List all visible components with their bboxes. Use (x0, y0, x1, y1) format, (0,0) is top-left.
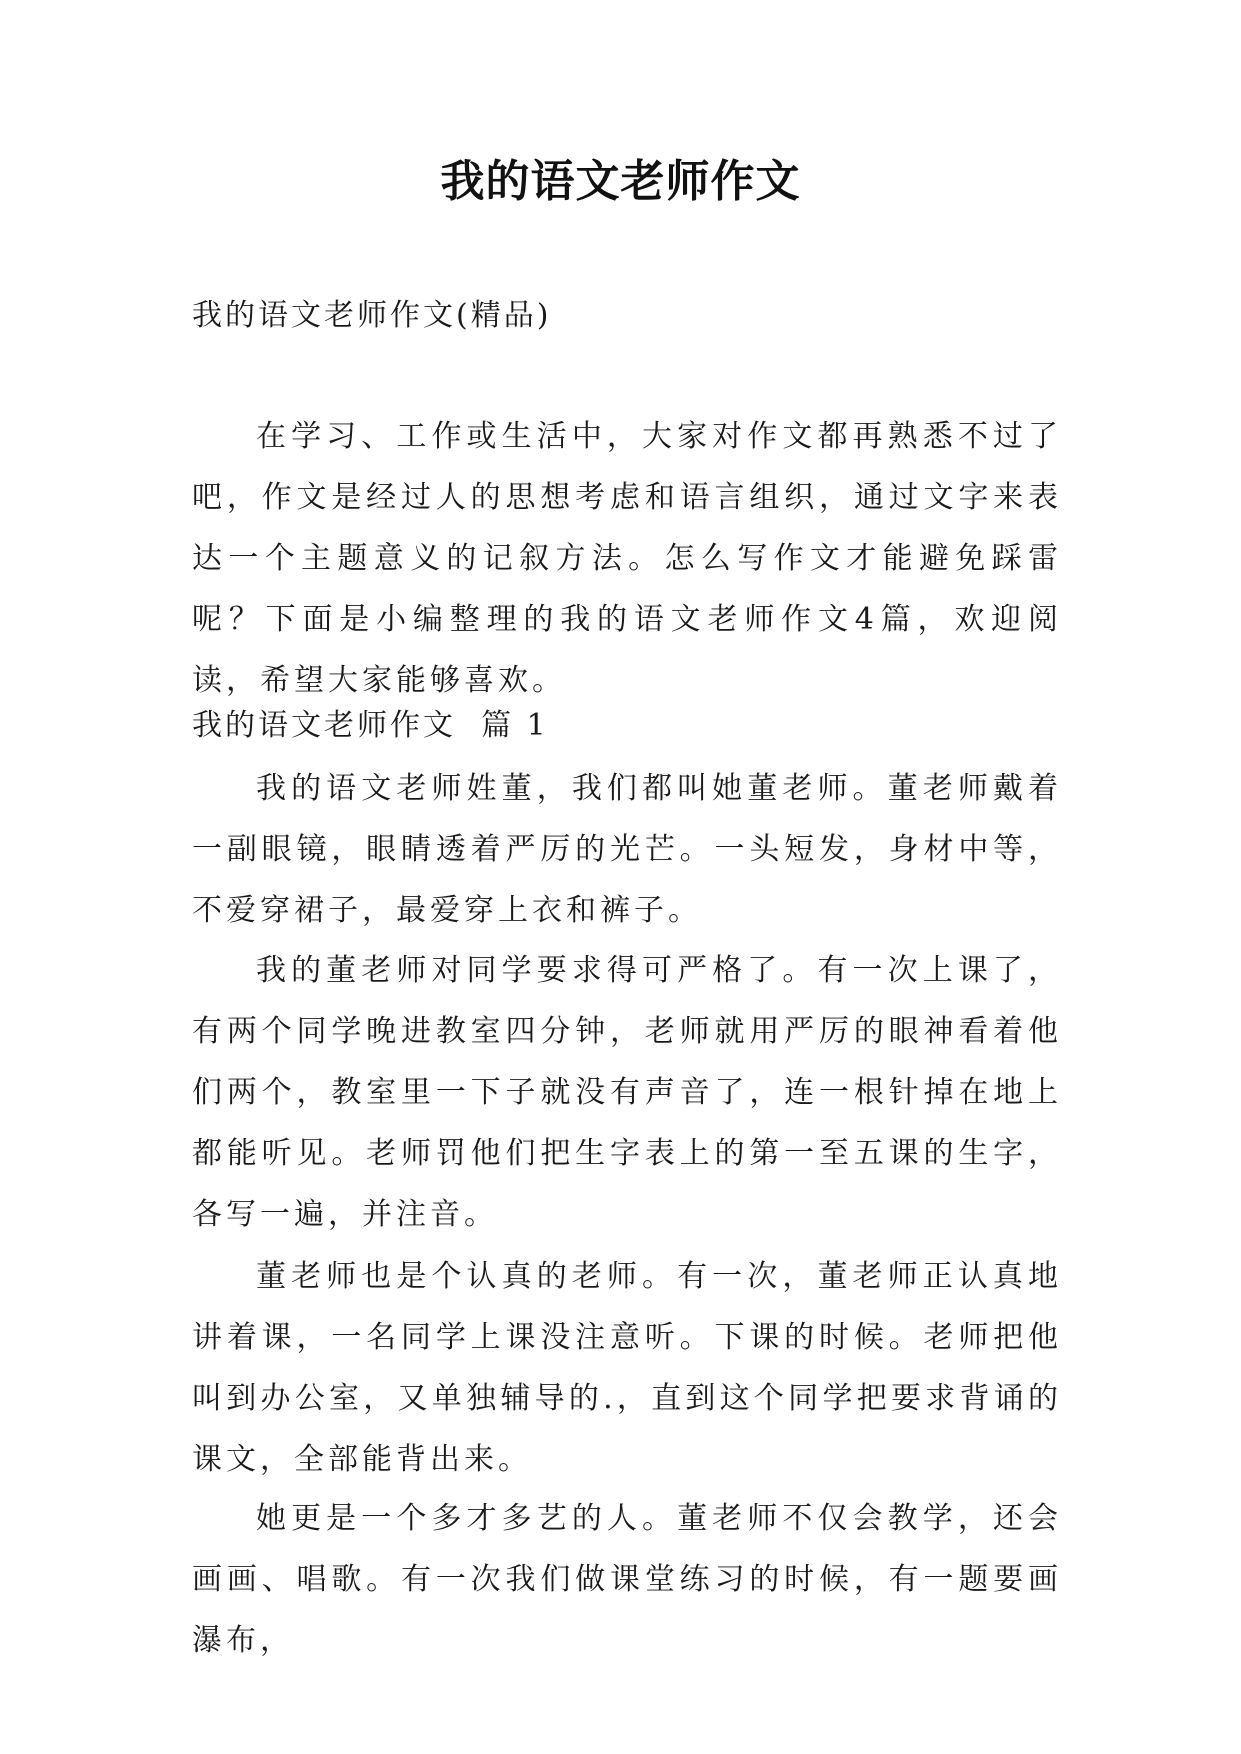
section-heading: 我的语文老师作文 篇 1 (192, 708, 549, 743)
intro-paragraph: 在学习、工作或生活中，大家对作文都再熟悉不过了吧，作文是经过人的思想考虑和语言组织，通过文字来表达一个主题意义的记叙方法。怎么写作文才能避免踩雷呢？下面是小编整理的我的语文老师作文4篇，欢迎阅读，希望大家能够喜欢。 (192, 419, 1062, 698)
section-paragraph: 我的董老师对同学要求得可严格了。有一次上课了，有两个同学晚进教室四分钟，老师就用严厉的眼神看着他们两个，教室里一下子就没有声音了，连一根针掉在地上都能听见。老师罚他们把生字表上的第一至五课的生字，各写一遍，并注音。 (192, 953, 1062, 1232)
section-paragraph: 她更是一个多才多艺的人。董老师不仅会教学，还会画画、唱歌。有一次我们做课堂练习的时候，有一题要画瀑布， (192, 1501, 1062, 1658)
page-title: 我的语文老师作文 (440, 156, 801, 207)
document-subtitle: 我的语文老师作文(精品) (192, 298, 552, 333)
section-paragraph: 董老师也是个认真的老师。有一次，董老师正认真地讲着课，一名同学上课没注意听。下课的时候。老师把他叫到办公室，又单独辅导的.，直到这个同学把要求背诵的课文，全部能背出来。 (192, 1259, 1062, 1477)
section-paragraph: 我的语文老师姓董，我们都叫她董老师。董老师戴着一副眼镜，眼睛透着严厉的光芒。一头短发，身材中等，不爱穿裙子，最爱穿上衣和裤子。 (192, 771, 1062, 928)
